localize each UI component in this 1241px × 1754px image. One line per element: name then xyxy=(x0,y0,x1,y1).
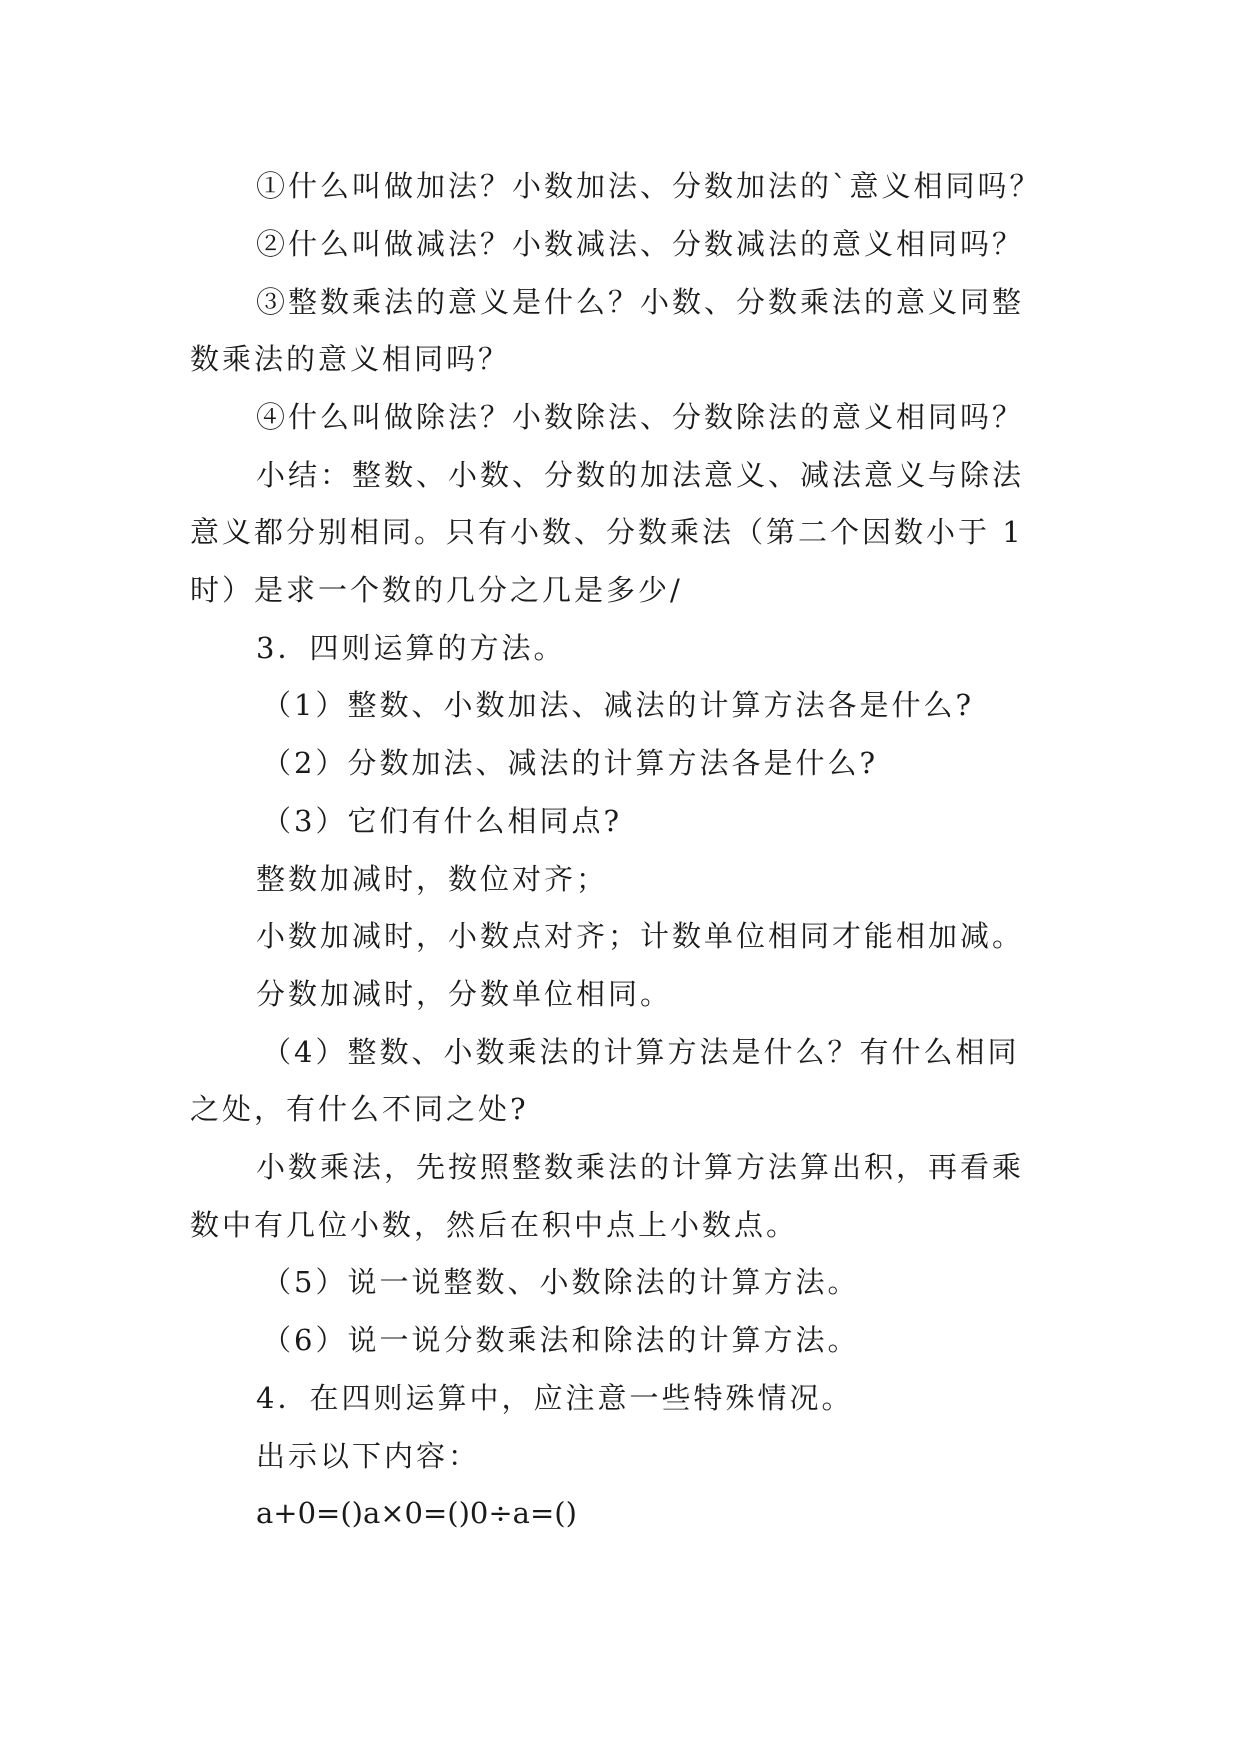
section-4-heading: 4．在四则运算中，应注意一些特殊情况。 xyxy=(256,1381,854,1415)
item-1: （1）整数、小数加法、减法的计算方法各是什么? xyxy=(262,688,974,722)
item-6: （6）说一说分数乘法和除法的计算方法。 xyxy=(262,1323,860,1357)
item-4-line1: （4）整数、小数乘法的计算方法是什么？有什么相同 xyxy=(262,1035,1020,1069)
summary-line3: 时）是求一个数的几分之几是多少/ xyxy=(190,573,683,607)
question-division: ④什么叫做除法？小数除法、分数除法的意义相同吗？ xyxy=(256,400,1025,434)
item-3: （3）它们有什么相同点? xyxy=(262,804,622,838)
answer-fraction: 分数加减时，分数单位相同。 xyxy=(256,977,673,1011)
question-multiplication-line1: ③整数乘法的意义是什么？小数、分数乘法的意义同整 xyxy=(256,285,1025,319)
summary-line1: 小结：整数、小数、分数的加法意义、减法意义与除法 xyxy=(256,458,1025,492)
show-content-label: 出示以下内容： xyxy=(256,1439,481,1473)
item-2: （2）分数加法、减法的计算方法各是什么? xyxy=(262,746,878,780)
decimal-multiplication-line2: 数中有几位小数，然后在积中点上小数点。 xyxy=(190,1208,799,1242)
question-multiplication-line2: 数乘法的意义相同吗？ xyxy=(190,342,511,376)
decimal-multiplication-line1: 小数乘法，先按照整数乘法的计算方法算出积，再看乘 xyxy=(256,1150,1025,1184)
item-5: （5）说一说整数、小数除法的计算方法。 xyxy=(262,1265,860,1299)
formula-line: a+0=()a×0=()0÷a=() xyxy=(256,1496,577,1530)
summary-line2: 意义都分别相同。只有小数、分数乘法（第二个因数小于 1 xyxy=(190,515,1024,549)
answer-integer: 整数加减时，数位对齐； xyxy=(256,862,609,896)
section-3-heading: 3．四则运算的方法。 xyxy=(256,631,566,665)
item-4-line2: 之处，有什么不同之处? xyxy=(190,1092,529,1126)
question-addition: ①什么叫做加法？小数加法、分数加法的`意义相同吗？ xyxy=(256,169,1042,203)
question-subtraction: ②什么叫做减法？小数减法、分数减法的意义相同吗？ xyxy=(256,227,1025,261)
answer-decimal: 小数加减时，小数点对齐；计数单位相同才能相加减。 xyxy=(256,919,1025,953)
